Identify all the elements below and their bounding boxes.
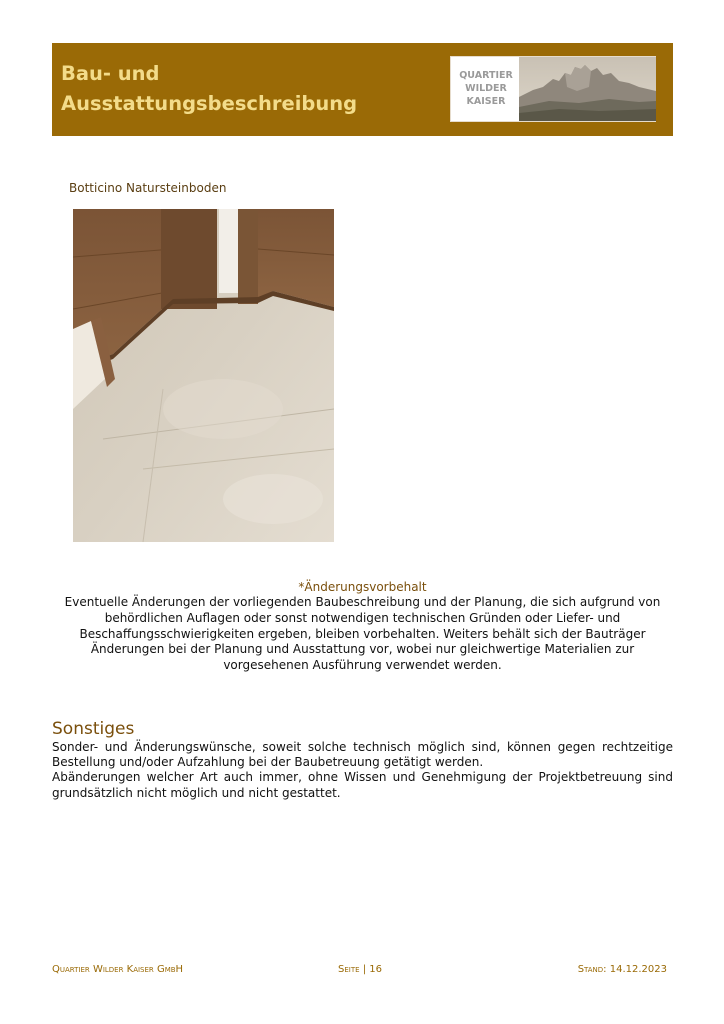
logo-line1: QUARTIER <box>459 70 513 81</box>
footer-company: Quartier Wilder Kaiser GmbH <box>52 964 184 975</box>
notice-title: *Änderungsvorbehalt <box>298 580 427 594</box>
footer-page-number: Seite | 16 <box>338 964 382 975</box>
logo-line2: WILDER <box>465 83 507 94</box>
document-title-line1: Bau- und <box>61 62 160 85</box>
section-body-sonstiges <box>52 740 673 801</box>
mountain-logo-image <box>519 57 656 121</box>
page-header <box>52 43 673 136</box>
stone-floor-photo <box>73 209 334 542</box>
footer-date: Stand: 14.12.2023 <box>577 964 667 975</box>
document-title <box>61 59 357 119</box>
sonstiges-paragraph-2: Abänderungen welcher Art auch immer, ohne Wissen und Genehmigung der Projektbetreuung sind grundsätzlich nicht möglich und nicht gestattet. <box>52 770 673 800</box>
document-title-line2: Ausstattungsbeschreibung <box>61 92 358 115</box>
notice-body: Eventuelle Änderungen der vorliegenden Baubeschreibung und der Planung, die sich aufgrund von behördlichen Auflagen oder sonst notwendigen technischen Gründen oder Liefer- und Beschaffungsschwierigkeiten ergeben, bleiben vorbehalten. Weiters behält sich der Bauträger Änderungen bei der Planung und Ausstattung vor, wobei nur gleichwertige Materialien zur vorgesehenen Ausführung verwendet werden. <box>64 595 661 673</box>
logo-wordmark <box>453 69 519 108</box>
sonstiges-paragraph-1: Sonder- und Änderungswünsche, soweit solche technisch möglich sind, können gegen rechtzeitige Bestellung und/oder Aufzahlung bei der Baubetreuung getätigt werden. <box>52 740 673 770</box>
image-caption: Botticino Natursteinboden <box>69 181 227 195</box>
company-logo <box>450 56 656 122</box>
page-footer <box>52 964 673 980</box>
section-heading-sonstiges: Sonstiges <box>52 719 135 739</box>
logo-line3: KAISER <box>466 96 506 107</box>
